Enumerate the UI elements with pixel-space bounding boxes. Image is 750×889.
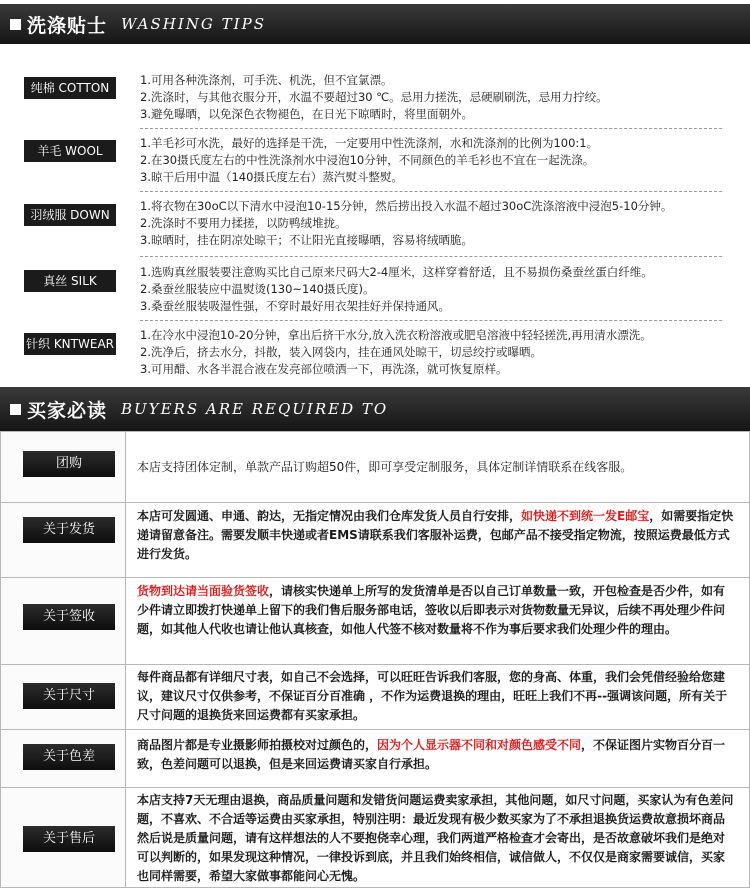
buyers-title-cn: 买家必读 <box>27 399 108 422</box>
buyer-row-shipping <box>0 503 750 578</box>
row-text-post: ，请核实快递单上所写的发货清单是否以自己订单数量一致，开包检查是否少件，如有少件请立即拨打快递单上留下的我们售后服务部电话，签收以后即表示对货物数量无异议，后续不再处理少件问题，如其他人代收也请让他认真核查，如他人代签不核对数量将不作为事后要求我们处理少件的理由。 <box>137 584 726 636</box>
wash-text <box>140 327 652 378</box>
divider <box>140 191 722 192</box>
divider <box>140 128 722 129</box>
row-text <box>137 507 735 564</box>
washing-tips-header <box>0 4 750 44</box>
wash-line: 3.晾晒时，挂在阴凉处晾干；不让阳光直接曝晒，容易将绒晒脆。 <box>140 233 473 247</box>
buyers-title-en: BUYERS ARE REQUIRED TO <box>121 400 389 418</box>
wash-tag: 针织 KNTWEAR <box>24 333 116 355</box>
row-text <box>137 791 735 886</box>
square-icon <box>10 19 21 30</box>
wash-line: 1.可用各种洗涤剂，可手洗、机洗，但不宜氯漂。 <box>140 73 393 87</box>
row-tag: 关于签收 <box>23 604 115 630</box>
row-text <box>137 582 735 639</box>
row-text-post: ，如需要指定快递请留意备注。需要发顺丰快递或者EMS请联系我们客服补运费，包邮产品不接受指定物流，按照运费最低方式进行发货。 <box>137 509 734 561</box>
wash-tag: 羽绒服 DOWN <box>24 204 116 226</box>
row-label-cell <box>1 578 126 664</box>
row-label-cell <box>1 432 126 502</box>
row-tag: 关于尺寸 <box>23 683 115 709</box>
washing-title-en: WASHING TIPS <box>121 15 266 33</box>
divider <box>140 256 722 257</box>
row-text-pre: 本店可发圆通、申通、韵达，无指定情况由我们仓库发货人员自行安排， <box>137 509 522 523</box>
wash-text <box>140 72 608 123</box>
row-text <box>137 736 735 774</box>
wash-line: 2.洗涤时不要用力揉搓，以防鸭绒堆拢。 <box>140 216 347 230</box>
wash-text <box>140 135 598 186</box>
wash-line: 3.晾干后用中温（140摄氏度左右）蒸汽熨斗整熨。 <box>140 170 403 184</box>
row-text-post: ，不保证图片实物百分百一致，色差问题可以退换，但是来回运费请买家自行承担。 <box>137 738 726 771</box>
row-text <box>137 668 735 725</box>
buyer-row-size <box>0 665 750 730</box>
square-icon <box>10 404 21 415</box>
divider <box>140 320 722 321</box>
wash-line: 2.在30摄氏度左右的中性洗涤剂水中浸泡10分钟，不同颜色的羊毛衫也不宜在一起洗涤。 <box>140 153 595 167</box>
wash-line: 2.洗净后，挤去水分，抖散，装入网袋内，挂在通风处晾干，切忌绞拧或曝晒。 <box>140 345 542 359</box>
wash-tag: 羊毛 WOOL <box>24 140 116 162</box>
row-text-highlight: 如快递不到统一发E邮宝 <box>521 509 650 523</box>
row-text-body: 本店支持7天无理由退换，商品质量问题和发错货问题运费卖家承担，其他问题，如尺寸问题，买家认为有色差问题，不喜欢、不合适等运费由买家承担，特别注明：最近发现有极少数买家为了不承担退换货运费故意损坏商品然后说是质量问题，请有这样想法的人不要抱侥幸心理，我们两道严格检查才会寄出，是否故意破坏我们是绝对可以判断的，如果发现这种情况，一律投诉到底，并且我们始终相信，诚信做人，不仅仅是商家需要诚信，买家也同样需要，希望大家做事都能问心无愧。 <box>137 793 734 883</box>
buyer-row-group <box>0 431 750 503</box>
wash-text <box>140 198 672 249</box>
buyer-row-signing <box>0 578 750 665</box>
row-label-cell <box>1 503 126 577</box>
buyers-header <box>0 387 750 431</box>
row-label-cell <box>1 665 126 729</box>
row-label-cell <box>1 788 126 887</box>
wash-line: 2.桑蚕丝服装应中温熨烫(130~140摄氏度)。 <box>140 282 375 296</box>
row-text-highlight: 因为个人显示器不同和对颜色感受不同 <box>377 738 582 752</box>
wash-text <box>140 264 653 315</box>
wash-line: 1.羊毛衫可水洗，最好的选择是干洗，一定要用中性洗涤剂，水和洗涤剂的比例为100:1。 <box>140 136 599 150</box>
row-text-pre: 商品图片都是专业摄影师拍摄校对过颜色的， <box>137 738 378 752</box>
buyer-row-color <box>0 730 750 788</box>
row-tag: 关于色差 <box>23 744 115 770</box>
wash-tag: 真丝 SILK <box>24 270 116 292</box>
wash-line: 1.在冷水中浸泡10-20分钟，拿出后挤干水分,放入洗衣粉溶液或肥皂溶液中轻轻搓洗,再用清水漂洗。 <box>140 328 652 342</box>
row-text <box>137 458 735 477</box>
wash-line: 3.避免曝晒，以免深色衣物褪色，在日光下晾晒时，将里面朝外。 <box>140 107 473 121</box>
row-tag: 关于发货 <box>23 517 115 543</box>
row-text-highlight: 货物到达请当面验货签收 <box>137 584 270 598</box>
washing-title-cn: 洗涤贴士 <box>27 14 108 37</box>
row-label-cell <box>1 730 126 787</box>
wash-line: 3.桑蚕丝服装吸湿性强，不穿时最好用衣架挂好并保持通风。 <box>140 299 450 313</box>
wash-line: 2.洗涤时，与其他衣服分开，水温不要超过30 ℃。忌用力搓洗，忌硬刷刷洗，忌用力拧绞。 <box>140 90 608 104</box>
wash-tag: 纯棉 COTTON <box>24 77 116 99</box>
row-tag: 团购 <box>23 451 115 477</box>
wash-line: 1.将衣物在30oC以下清水中浸泡10-15分钟，然后捞出投入水温不超过30oC洗涤溶液中浸泡5-10分钟。 <box>140 199 673 213</box>
row-tag: 关于售后 <box>23 826 115 852</box>
buyer-row-aftersales <box>0 788 750 888</box>
row-text-body: 每件商品都有详细尺寸表，如自己不会选择，可以旺旺告诉我们客服，您的身高、体重，我们会凭借经验给您建议，建议尺寸仅供参考，不保证百分百准确 ，不作为运费退换的理由，旺旺上我们不再--强调该问题，所有关于尺寸问题的退换货来回运费都有买家承担。 <box>137 670 728 722</box>
wash-line: 1.选购真丝服装要注意购买比自己原来尺码大2-4厘米，这样穿着舒适，且不易损伤桑蚕丝蛋白纤维。 <box>140 265 653 279</box>
wash-line: 3.可用醋、水各半混合液在发亮部位喷洒一下，再洗涤，就可恢复原样。 <box>140 362 508 376</box>
row-text-body: 本店支持团体定制，单款产品订购超50件，即可享受定制服务，具体定制详情联系在线客服。 <box>137 460 633 474</box>
